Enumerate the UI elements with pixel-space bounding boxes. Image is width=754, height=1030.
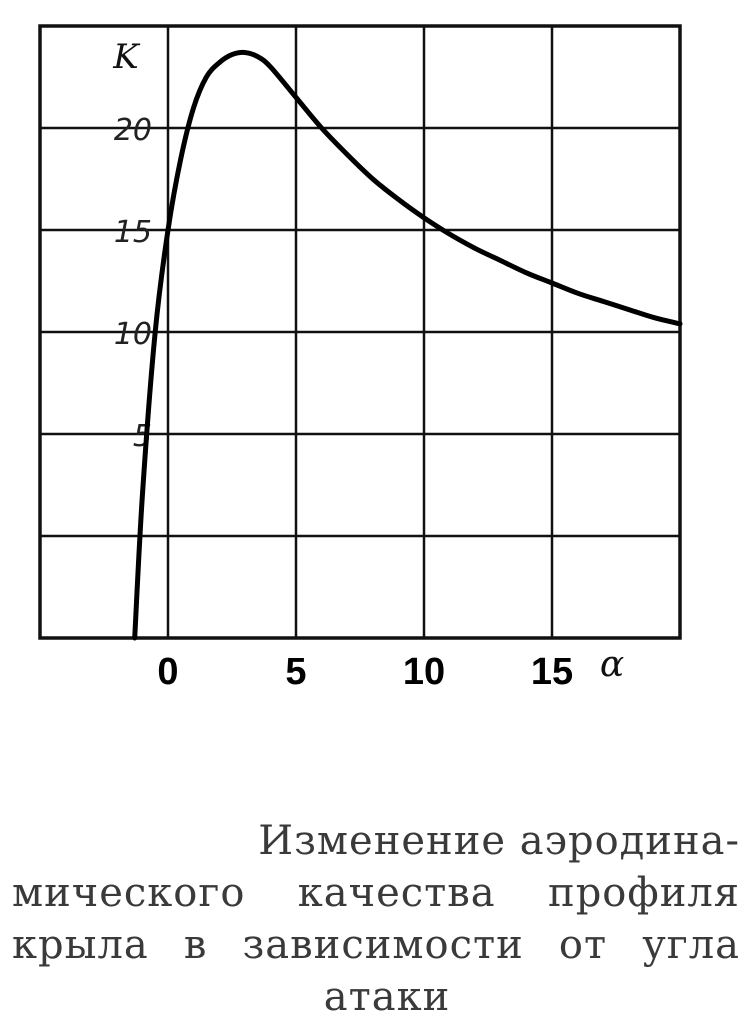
y-tick-label: 15 [113, 215, 152, 250]
series [133, 51, 682, 641]
data-point [294, 95, 298, 99]
data-point [133, 636, 137, 640]
data-point [166, 228, 170, 232]
caption-line-2: мического качества профиля [12, 870, 740, 916]
data-point [345, 153, 349, 157]
caption-line-4: атаки [323, 974, 451, 1020]
data-point [140, 493, 144, 497]
x-tick-label: 10 [402, 651, 446, 693]
data-point [179, 157, 183, 161]
data-point [217, 61, 221, 65]
x-tick-label: 5 [285, 651, 307, 693]
data-point [448, 232, 452, 236]
data-point [153, 330, 157, 334]
data-point [268, 65, 272, 69]
data-point [627, 308, 631, 312]
data-point [524, 271, 528, 275]
figure-caption [0, 815, 754, 1023]
data-point [230, 53, 234, 57]
data-point [550, 281, 554, 285]
x-tick-labels [157, 651, 573, 693]
x-tick-label: 0 [157, 651, 179, 693]
data-point [422, 216, 426, 220]
data-point [396, 197, 400, 201]
y-tick-labels [114, 113, 152, 454]
y-axis-label: K [113, 37, 139, 77]
caption-line-1: Изменение аэродина- [258, 818, 740, 864]
data-point [371, 177, 375, 181]
data-point [601, 299, 605, 303]
data-point [576, 291, 580, 295]
data-point [320, 126, 324, 130]
data-point [652, 316, 656, 320]
y-tick-label: 10 [113, 317, 152, 352]
data-point [192, 106, 196, 110]
y-tick-label: 20 [113, 113, 152, 148]
data-point [678, 322, 682, 326]
x-axis-label: α [599, 644, 625, 685]
data-point [243, 51, 247, 55]
data-point [473, 246, 477, 250]
y-tick-label: 5 [132, 419, 152, 454]
caption-line-3: крыла в зависимости от угла [12, 922, 740, 968]
x-tick-label: 15 [530, 651, 574, 693]
data-point [256, 55, 260, 59]
data-point [204, 75, 208, 79]
data-point [499, 259, 503, 263]
